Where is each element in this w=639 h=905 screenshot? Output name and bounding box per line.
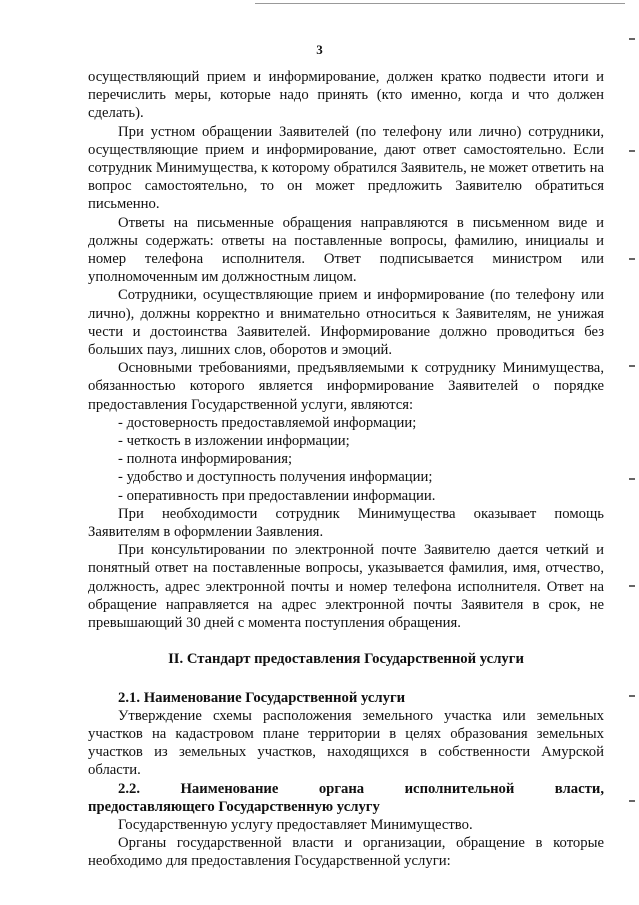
- paragraph: При консультировании по электронной почте Заявителю дается четкий и понятный ответ на поставленные вопросы, указывается фамилия, имя, отчество, должность, адрес электронной почты и номер телефона исполнителя. Ответ на обращение направляется на адрес электронной почты Заявителя в срок, не превышающий 30 дней с момента поступления обращения.: [88, 542, 604, 632]
- scan-margin-mark: [629, 800, 635, 802]
- subsection-heading-2-1: 2.1. Наименование Государственной услуги: [118, 689, 406, 706]
- subsection-heading-2-2-continuation: предоставляющего Государственную услугу: [88, 798, 380, 815]
- page-number: 3: [316, 42, 323, 57]
- list-item: - удобство и доступность получения информации;: [118, 469, 433, 486]
- section-heading: II. Стандарт предоставления Государственной услуги: [168, 651, 524, 668]
- scan-margin-mark: [629, 478, 635, 480]
- scan-margin-mark: [629, 695, 635, 697]
- paragraph: Органы государственной власти и организации, обращение в которые необходимо для предоставления Государственной услуги:: [88, 835, 604, 870]
- document-body: [88, 68, 604, 871]
- paragraph: осуществляющий прием и информирование, должен кратко подвести итоги и перечислить меры, которые надо принять (кто именно, когда и что должен сделать).: [88, 69, 604, 122]
- requirements-list: [88, 414, 604, 505]
- paragraph: Сотрудники, осуществляющие прием и информирование (по телефону или лично), должны корректно и внимательно относиться к Заявителям, не унижая чести и достоинства Заявителей. Информирование должно проводиться без больших пауз, лишних слов, оборотов и эмоций.: [88, 287, 604, 359]
- paragraph: При необходимости сотрудник Минимущества оказывает помощь Заявителям в оформлении Заявления.: [88, 505, 604, 541]
- scan-margin-mark: [629, 365, 635, 367]
- paragraph: Государственную услугу предоставляет Минимущество.: [118, 816, 473, 833]
- subsection-heading-2-2: 2.2. Наименование органа исполнительной власти,: [118, 780, 604, 797]
- paragraph: Ответы на письменные обращения направляются в письменном виде и должны содержать: ответы на поставленные вопросы, фамилию, инициалы и номер телефона исполнителя. Ответ подписывается министром или уполномоченным им должностным лицом.: [88, 214, 604, 286]
- scan-margin-mark: [629, 585, 635, 587]
- paragraph: Утверждение схемы расположения земельного участка или земельных участков на кадастровом плане территории в целях образования земельных участков из земельных участков, находящихся в собственности Амурской области.: [88, 707, 604, 779]
- scan-margin-mark: [629, 38, 635, 40]
- list-item: - полнота информирования;: [118, 451, 293, 468]
- list-item: - оперативность при предоставлении информации.: [118, 487, 436, 504]
- paragraph: При устном обращении Заявителей (по телефону или лично) сотрудники, осуществляющие прием и информирование, дают ответ самостоятельно. Если сотрудник Минимущества, к которому обратился Заявитель, не может ответить на вопрос самостоятельно, то он может предложить Заявителю обратиться письменно.: [88, 123, 604, 213]
- scan-top-rule: [255, 3, 625, 4]
- scan-margin-mark: [629, 258, 635, 260]
- scan-margin-mark: [629, 150, 635, 152]
- list-item: - достоверность предоставляемой информации;: [118, 414, 417, 431]
- paragraph: Основными требованиями, предъявляемыми к сотруднику Минимущества, обязанностью которого является информирование Заявителей о порядке предоставления Государственной услуги, являются:: [88, 360, 604, 413]
- list-item: - четкость в изложении информации;: [118, 433, 350, 450]
